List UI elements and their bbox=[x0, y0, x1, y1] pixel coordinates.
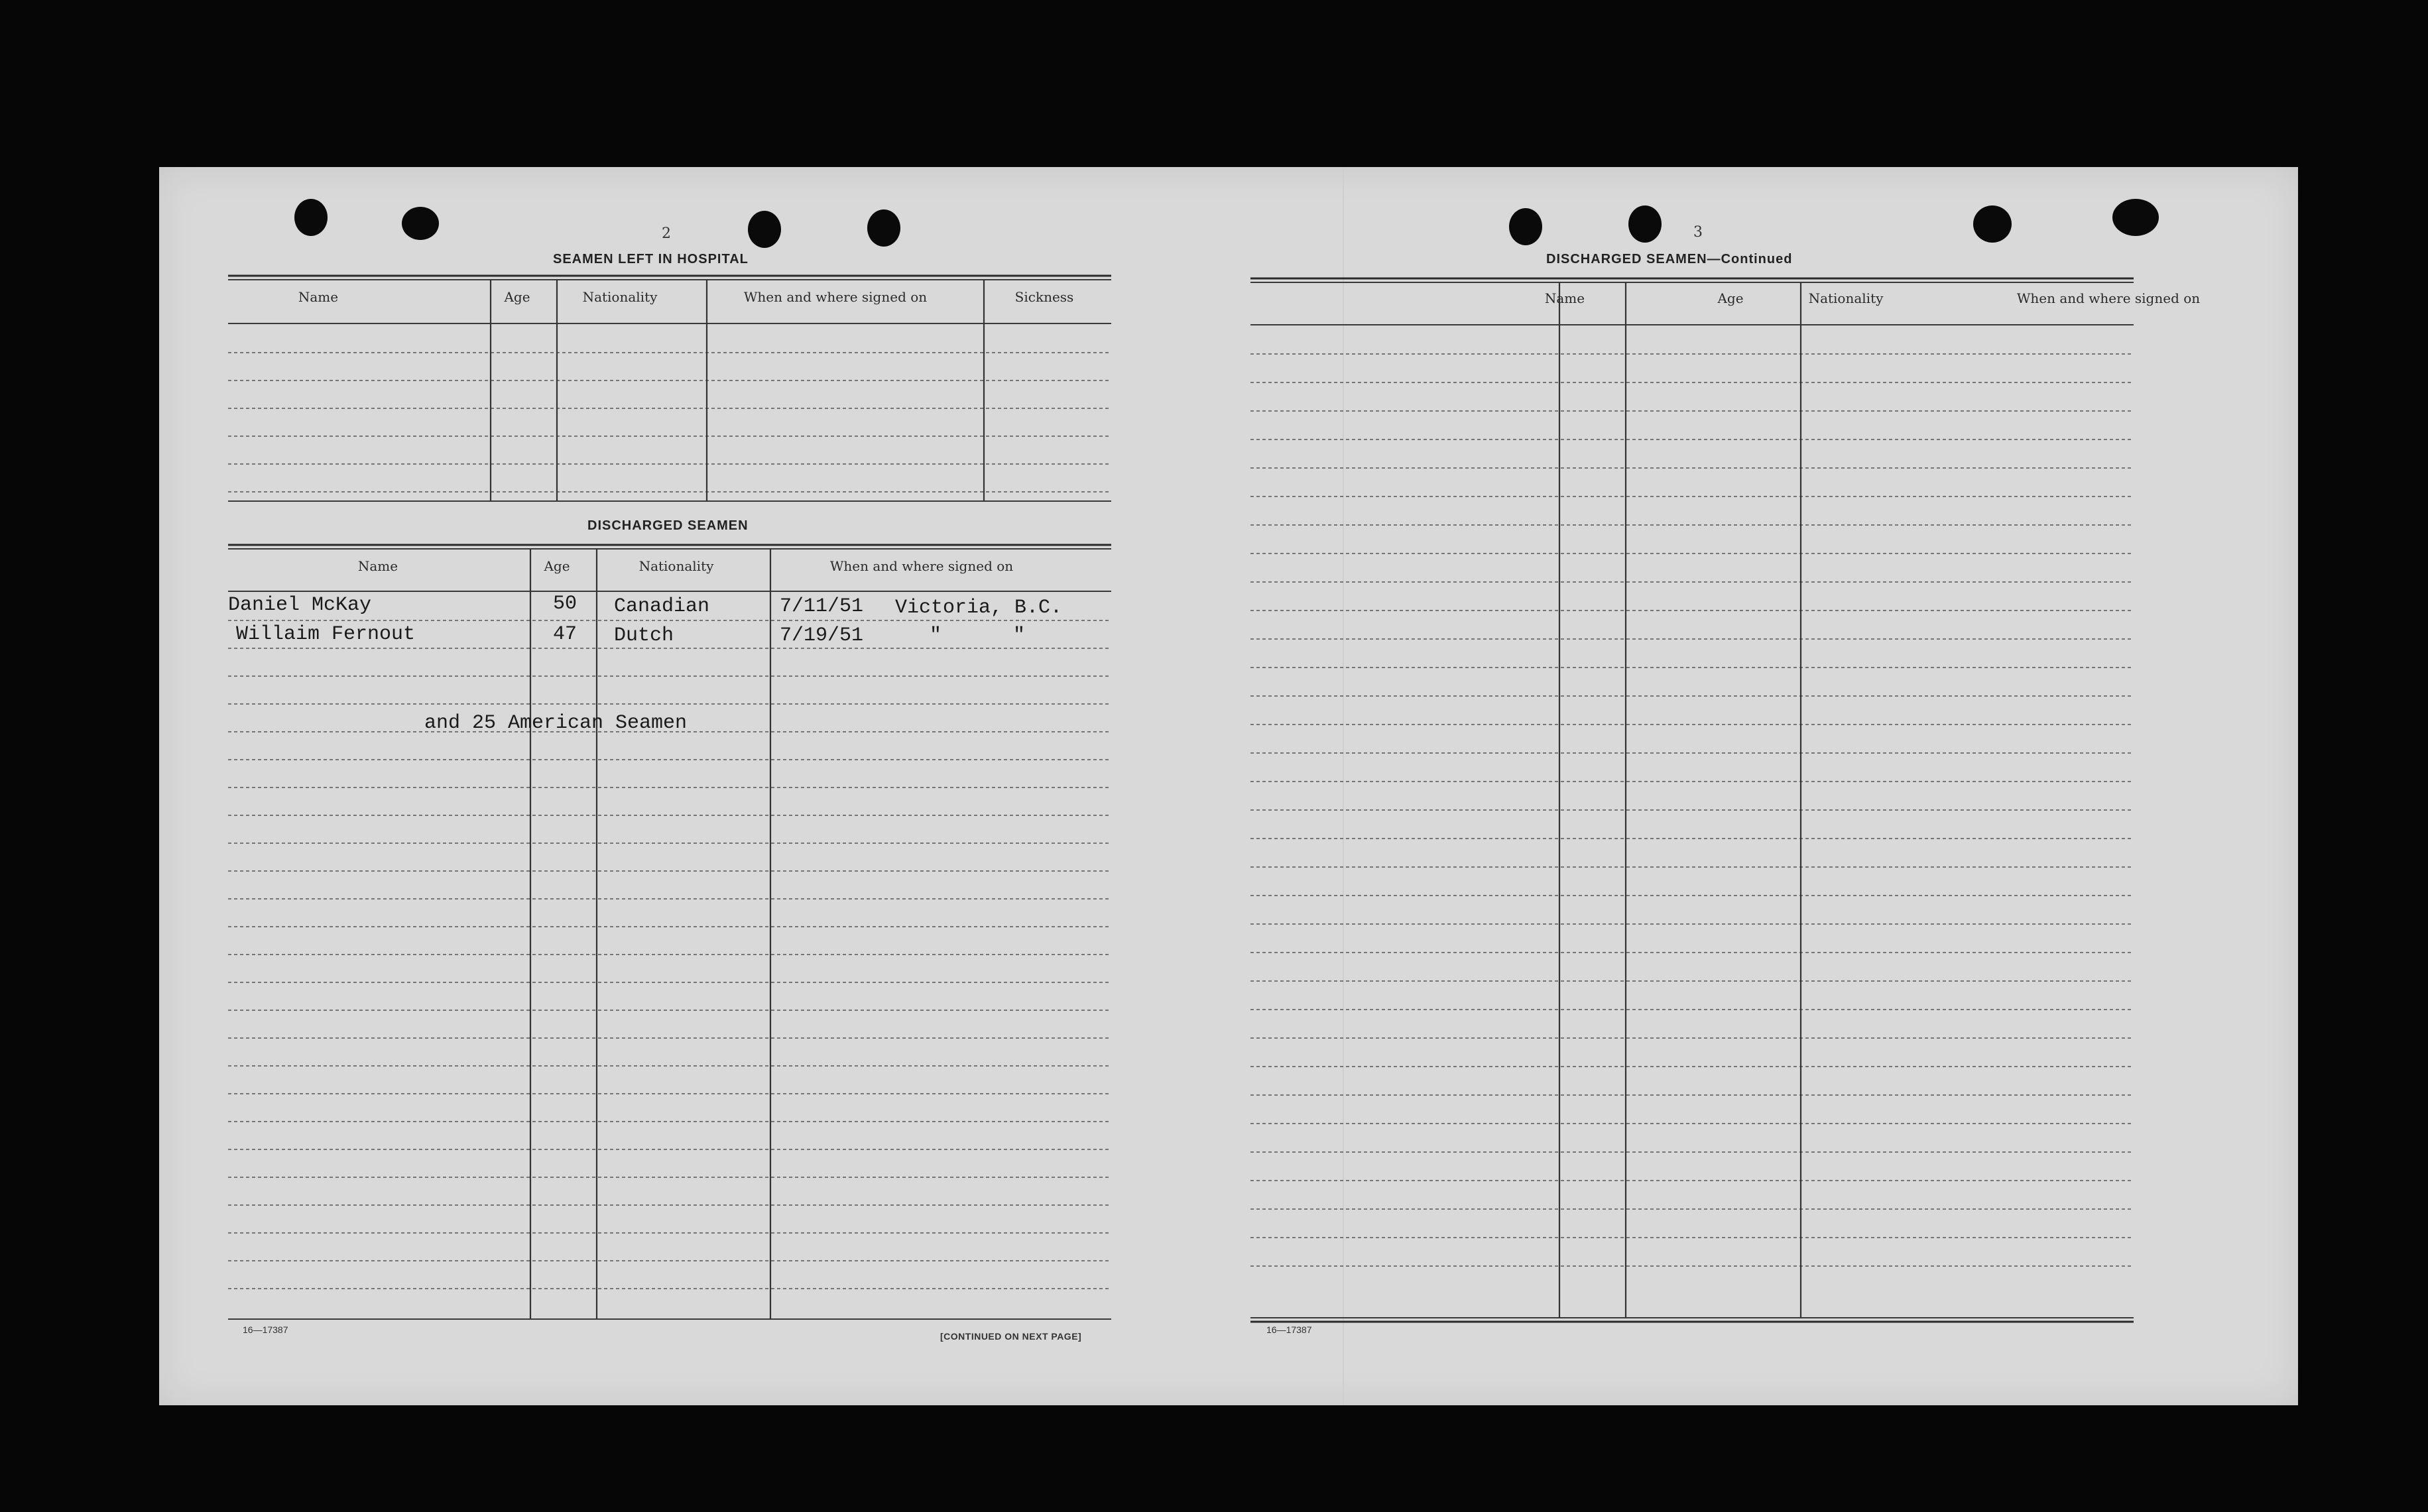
seaman-2-age: 47 bbox=[553, 623, 577, 646]
form-rules bbox=[159, 167, 2298, 1405]
american-seamen-note: and 25 American Seamen bbox=[424, 712, 688, 734]
hospital-col-nationality: Nationality bbox=[582, 289, 658, 305]
continued-table-rules bbox=[1250, 278, 2134, 1322]
hospital-col-sickness: Sickness bbox=[1014, 289, 1074, 305]
continued-col-age: Age bbox=[1717, 290, 1744, 306]
hospital-col-age: Age bbox=[504, 289, 530, 305]
form-number-right: 16—17387 bbox=[1266, 1324, 1312, 1335]
seaman-1-age: 50 bbox=[553, 593, 577, 615]
seaman-1-name: Daniel McKay bbox=[228, 594, 372, 616]
hospital-table-rules bbox=[228, 276, 1111, 501]
continued-next-page: [CONTINUED ON NEXT PAGE] bbox=[940, 1331, 1082, 1342]
seaman-1-place: Victoria, B.C. bbox=[895, 597, 1063, 619]
seaman-1-nationality: Canadian bbox=[614, 595, 710, 618]
discharged-section-title: DISCHARGED SEAMEN bbox=[587, 518, 749, 533]
seaman-2-nationality: Dutch bbox=[614, 624, 674, 647]
form-number-left: 16—17387 bbox=[243, 1324, 288, 1335]
continued-col-nationality: Nationality bbox=[1808, 290, 1884, 306]
page-number-left: 2 bbox=[662, 225, 671, 242]
seaman-2-place: " " bbox=[930, 624, 1026, 647]
seaman-1-date: 7/11/51 bbox=[780, 595, 864, 618]
hospital-col-name: Name bbox=[298, 289, 339, 305]
continued-col-name: Name bbox=[1544, 290, 1585, 306]
discharged-col-name: Name bbox=[357, 558, 398, 574]
seaman-2-date: 7/19/51 bbox=[780, 624, 864, 647]
discharged-col-age: Age bbox=[544, 558, 570, 574]
hospital-section-title: SEAMEN LEFT IN HOSPITAL bbox=[553, 252, 749, 266]
paper-sheet bbox=[159, 167, 2298, 1405]
discharged-col-nationality: Nationality bbox=[638, 558, 714, 574]
hospital-col-signed-on: When and where signed on bbox=[743, 289, 928, 305]
discharged-col-signed-on: When and where signed on bbox=[829, 558, 1014, 574]
continued-col-signed-on: When and where signed on bbox=[2016, 290, 2201, 306]
discharged-table-rules bbox=[228, 545, 1111, 1319]
seaman-2-name: Willaim Fernout bbox=[236, 623, 416, 646]
page-number-right: 3 bbox=[1693, 224, 1703, 241]
continued-section-title: DISCHARGED SEAMEN—Continued bbox=[1546, 252, 1793, 266]
